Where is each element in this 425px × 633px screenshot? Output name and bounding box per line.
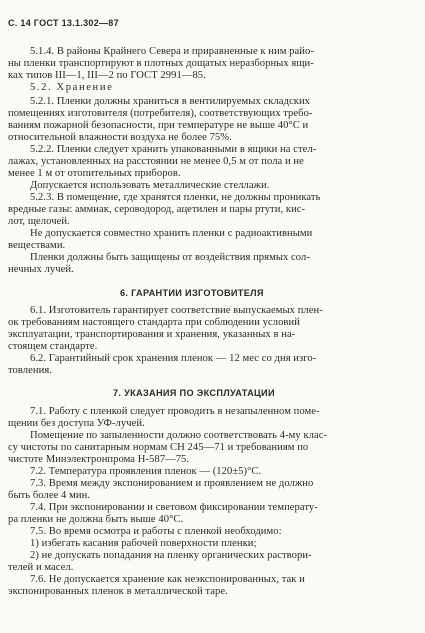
paragraph-line: 7.1. Работу с пленкой следует проводить в незапыленном поме- <box>30 406 320 417</box>
paragraph-line: ках типов III—1, III—2 по ГОСТ 2991—85. <box>8 70 206 81</box>
paragraph-line: стоящем стандарте. <box>8 341 98 352</box>
paragraph-line: телей и масел. <box>8 562 74 573</box>
paragraph-line: су чистоты по санитарным нормам СН 245—71 и требованиям по <box>8 442 309 453</box>
paragraph-line: щении без доступа УФ-лучей. <box>8 418 145 429</box>
paragraph-line: 7.3. Время между экспонированием и проявлением не должно <box>30 478 314 489</box>
section-heading: 7. УКАЗАНИЯ ПО ЭКСПЛУАТАЦИИ <box>113 388 275 398</box>
paragraph-line: 7.4. При экспонировании и световом фиксировании температу- <box>30 502 318 513</box>
paragraph-line: 5.1.4. В районы Крайнего Севера и приравненные к ним райо- <box>30 46 314 57</box>
paragraph-line: 6.1. Изготовитель гарантирует соответствие выпускаемых плен- <box>30 305 323 316</box>
paragraph-line: быть более 4 мин. <box>8 490 90 501</box>
paragraph-line: Пленки должны быть защищены от воздействия прямых сол- <box>30 252 310 263</box>
paragraph-line: относительной влажности воздуха не более 75%. <box>8 132 232 143</box>
paragraph-line: помещениях изготовителя (потребителя), соответствующих требо- <box>8 108 313 119</box>
paragraph-line: 7.6. Не допускается хранение как неэкспонированных, так и <box>30 574 305 585</box>
paragraph-line: нечных лучей. <box>8 264 74 275</box>
paragraph-line: 6.2. Гарантийный срок хранения пленок — 12 мес со дня изго- <box>30 353 317 364</box>
paragraph-line: чистоте Минэлектронпрома Н-587—75. <box>8 454 190 465</box>
paragraph-line: экспонированных пленок в металлической таре. <box>8 586 228 597</box>
paragraph-line: 7.5. Во время осмотра и работы с пленкой необходимо: <box>30 526 282 537</box>
paragraph-line: эксплуатации, транспортирования и хранения, указанных в на- <box>8 329 296 340</box>
paragraph-line: менее 1 м от отопительных приборов. <box>8 168 181 179</box>
paragraph-line: вредные газы: аммиак, сероводород, ацетилен и пары ртути, кис- <box>8 204 306 215</box>
paragraph-line: Помещение по запыленности должно соответствовать 4-му клас- <box>30 430 328 441</box>
list-item: 1) избегать касания рабочей поверхности пленки; <box>30 538 257 549</box>
paragraph-line: ра пленки не должна быть выше 40°С. <box>8 514 184 525</box>
paragraph-line: веществами. <box>8 240 66 251</box>
paragraph-line: Допускается использовать металлические стеллажи. <box>30 180 270 191</box>
paragraph-line: лот, щелочей. <box>8 216 70 227</box>
subsection-title: 5.2. Хранение <box>30 82 114 93</box>
paragraph-line: 5.2.1. Пленки должны храниться в вентилируемых складских <box>30 96 311 107</box>
paragraph-line: товления. <box>8 365 52 376</box>
paragraph-line: лажах, установленных на расстоянии не менее 0,5 м от пола и не <box>8 156 304 167</box>
paragraph-line: ваниям пожарной безопасности, при температуре не выше 40°С и <box>8 120 309 131</box>
paragraph-line: Не допускается совместно хранить пленки с радиоактивными <box>30 228 313 239</box>
paragraph-line: ок требованиям настоящего стандарта при соблюдении условий <box>8 317 300 328</box>
list-item: 2) не допускать попадания на пленку органических раствори- <box>30 550 312 561</box>
paragraph-line: 5.2.2. Пленки следует хранить упакованными в ящики на стел- <box>30 144 317 155</box>
paragraph-line: 5.2.3. В помещение, где хранятся пленки, не должны проникать <box>30 192 321 203</box>
section-heading: 6. ГАРАНТИИ ИЗГОТОВИТЕЛЯ <box>120 288 264 298</box>
page-header: С. 14 ГОСТ 13.1.302—87 <box>8 18 119 28</box>
paragraph-line: ны пленки транспортируют в плотных дощатых неразборных ящи- <box>8 58 314 69</box>
paragraph-line: 7.2. Температура проявления пленок — (120±5)°С. <box>30 466 262 477</box>
